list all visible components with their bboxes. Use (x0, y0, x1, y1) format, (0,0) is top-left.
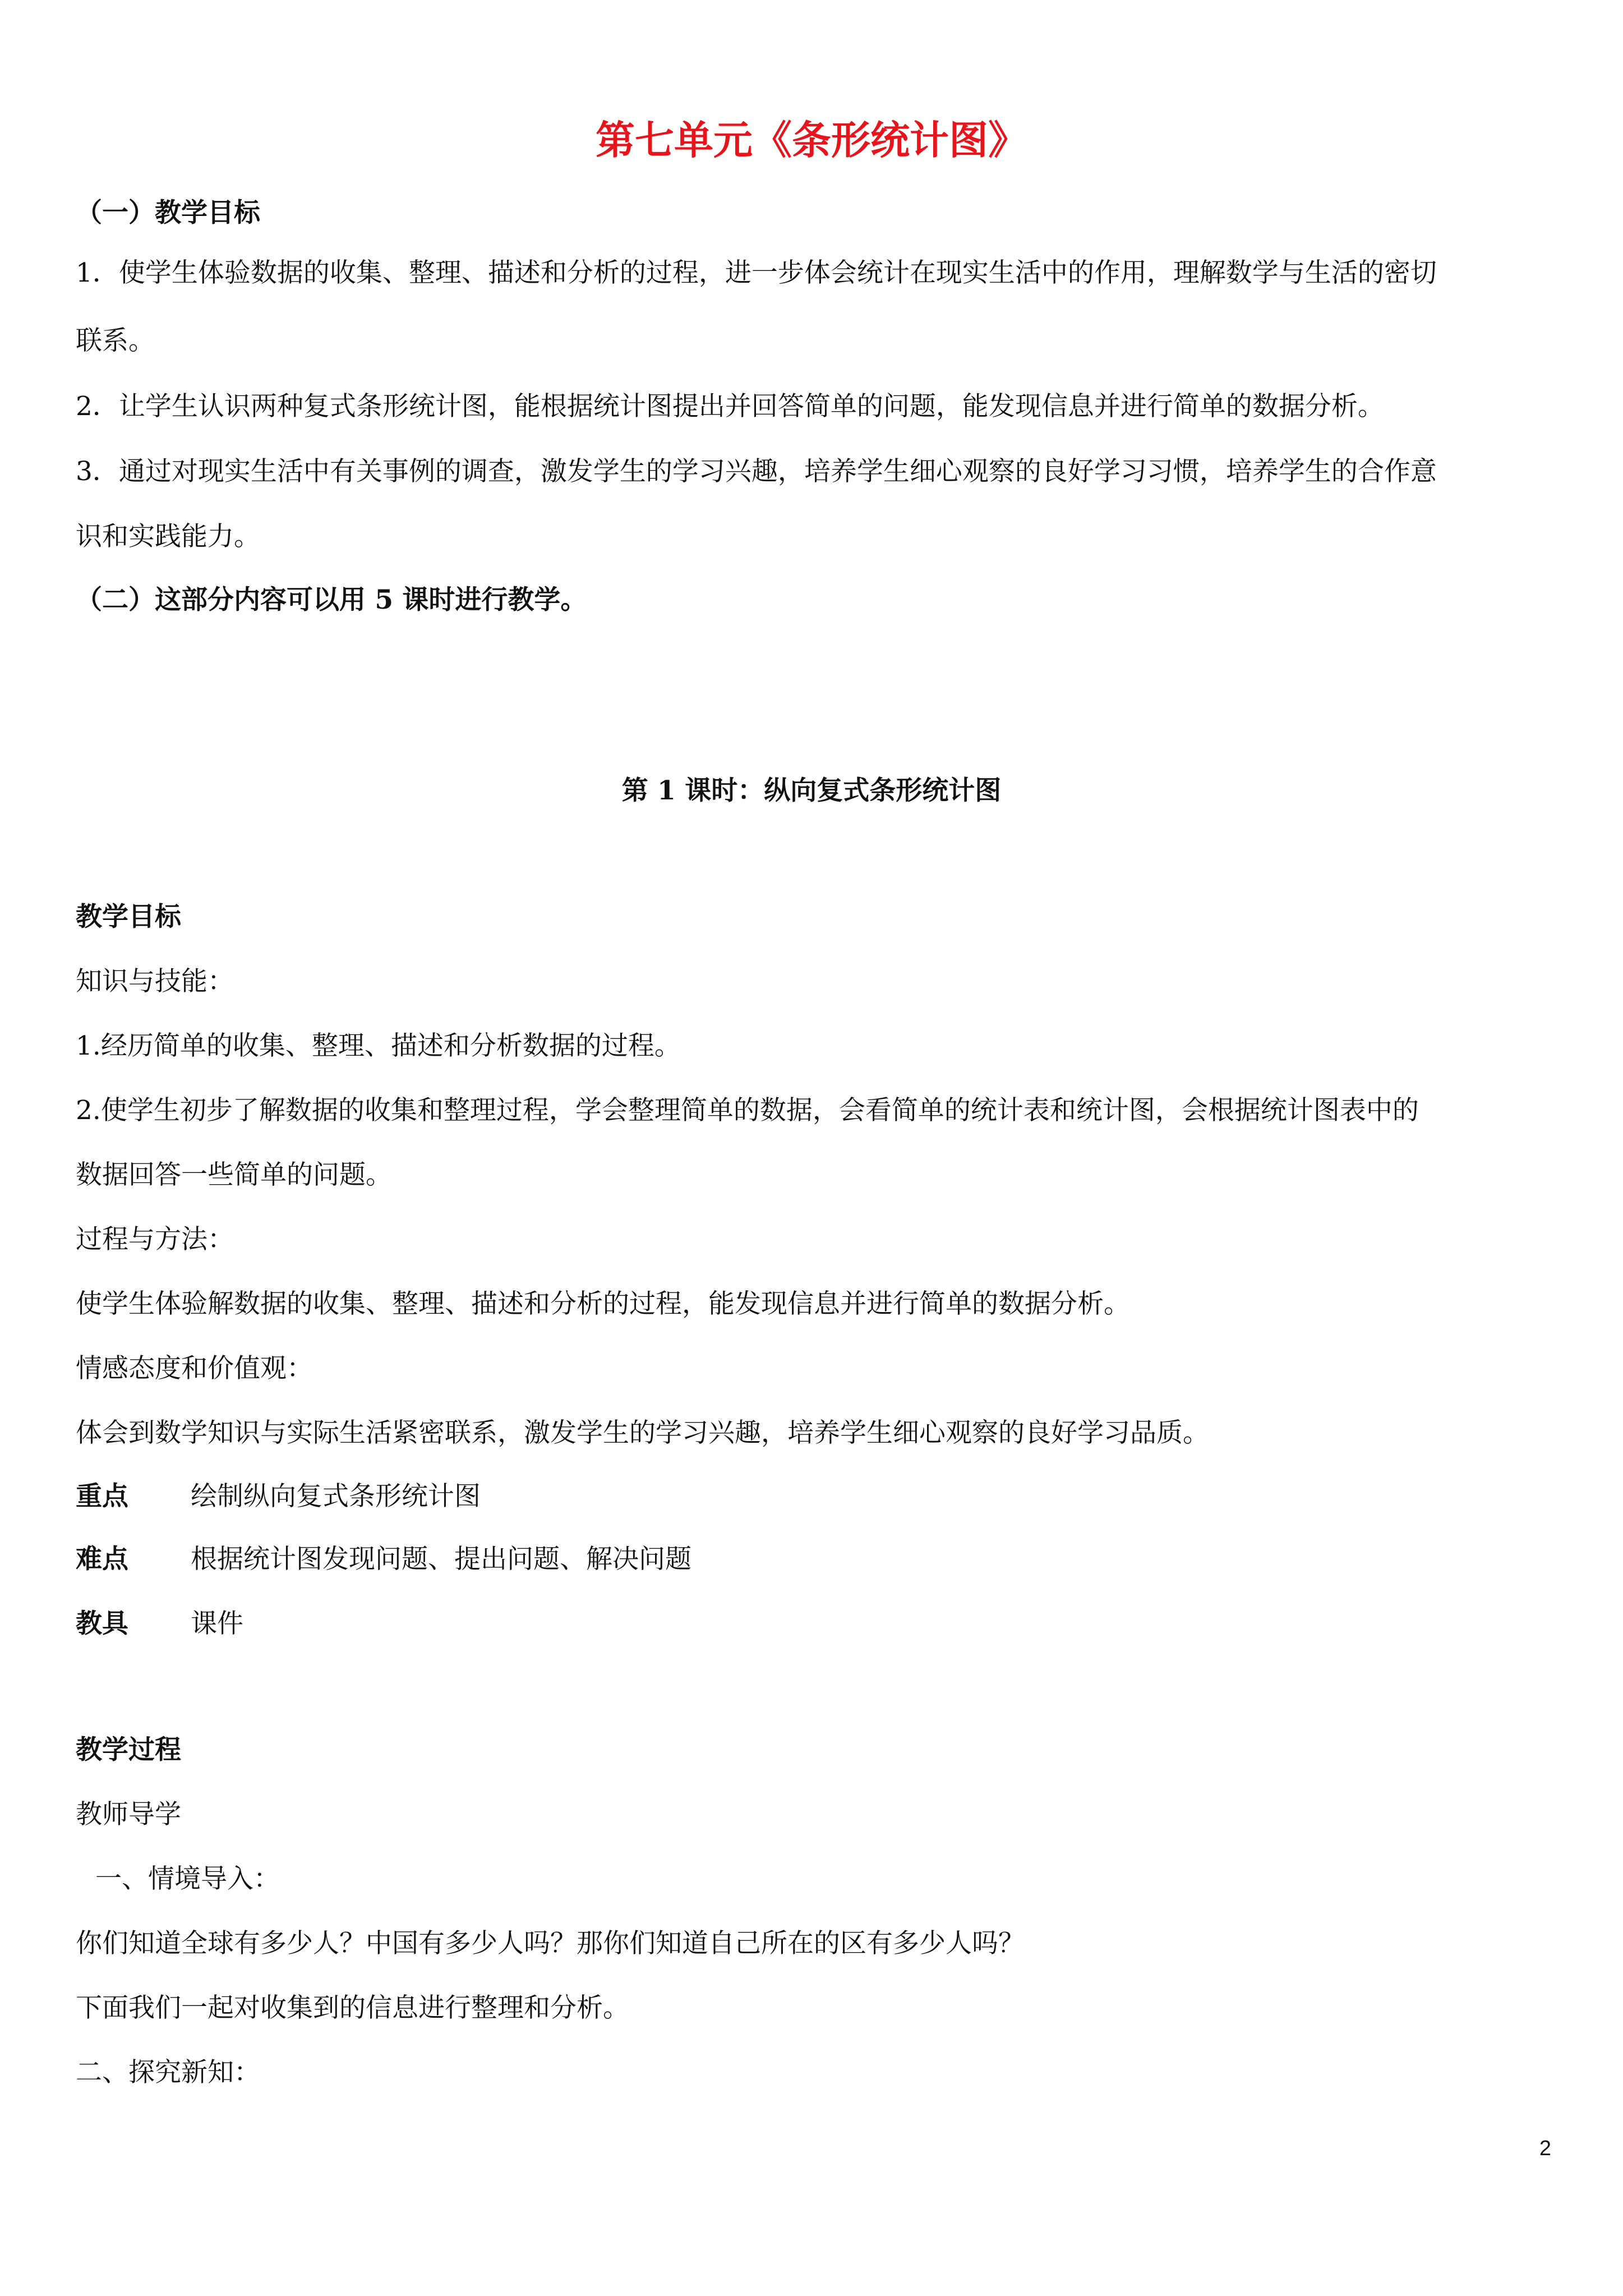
knowledge-item-2: 2.使学生初步了解数据的收集和整理过程，学会整理简单的数据，会看简单的统计表和统计图，会根据统计图表中的 (76, 1095, 1419, 1126)
knowledge-item-2-cont: 数据回答一些简单的问题。 (76, 1159, 392, 1190)
intro-question-1: 你们知道全球有多少人？中国有多少人吗？那你们知道自己所在的区有多少人吗？ (76, 1928, 1025, 1959)
teacher-guide: 教师导学 (76, 1799, 181, 1830)
step-1: 一、情境导入： (95, 1864, 280, 1894)
section-heading-goals: （一）教学目标 (76, 197, 260, 228)
tools-label: 教具 (76, 1608, 128, 1639)
process-heading: 教学过程 (76, 1734, 181, 1765)
key-point-row (76, 1477, 1545, 1516)
intro-question-2: 下面我们一起对收集到的信息进行整理和分析。 (76, 1993, 629, 2023)
tools-text: 课件 (191, 1608, 243, 1639)
emotion-text: 体会到数学知识与实际生活紧密联系，激发学生的学习兴趣，培养学生细心观察的良好学习品质。 (76, 1418, 1209, 1448)
difficulty-row (76, 1540, 1545, 1579)
section-heading-hours: （二）这部分内容可以用 5 课时进行教学。 (76, 585, 587, 615)
goal-item-3-cont: 识和实践能力。 (76, 521, 260, 552)
tools-row (76, 1604, 1545, 1644)
key-point-label: 重点 (76, 1481, 128, 1512)
goal-item-3: 3．通过对现实生活中有关事例的调查，激发学生的学习兴趣，培养学生细心观察的良好学习习惯，培养学生的合作意 (76, 456, 1437, 487)
difficulty-label: 难点 (76, 1544, 128, 1575)
lesson-goals-heading: 教学目标 (76, 901, 181, 932)
knowledge-label: 知识与技能： (76, 966, 234, 997)
goal-item-1-cont: 联系。 (76, 325, 155, 356)
difficulty-text: 根据统计图发现问题、提出问题、解决问题 (191, 1544, 691, 1575)
goal-item-1: 1．使学生体验数据的收集、整理、描述和分析的过程，进一步体会统计在现实生活中的作用，理解数学与生活的密切 (76, 257, 1437, 288)
key-point-text: 绘制纵向复式条形统计图 (191, 1481, 481, 1512)
knowledge-item-1: 1.经历简单的收集、整理、描述和分析数据的过程。 (76, 1030, 681, 1061)
page-number: 2 (1539, 2137, 1551, 2160)
process-text: 使学生体验解数据的收集、整理、描述和分析的过程，能发现信息并进行简单的数据分析。 (76, 1289, 1130, 1319)
process-label: 过程与方法： (76, 1224, 234, 1255)
lesson-title: 第 1 课时：纵向复式条形统计图 (621, 775, 1002, 806)
goal-item-2: 2．让学生认识两种复式条形统计图，能根据统计图提出并回答简单的问题，能发现信息并进行简单的数据分析。 (76, 391, 1384, 422)
step-2: 二、探究新知： (76, 2057, 260, 2088)
emotion-label: 情感态度和价值观： (76, 1353, 313, 1384)
unit-title: 第七单元《条形统计图》 (596, 117, 1027, 163)
